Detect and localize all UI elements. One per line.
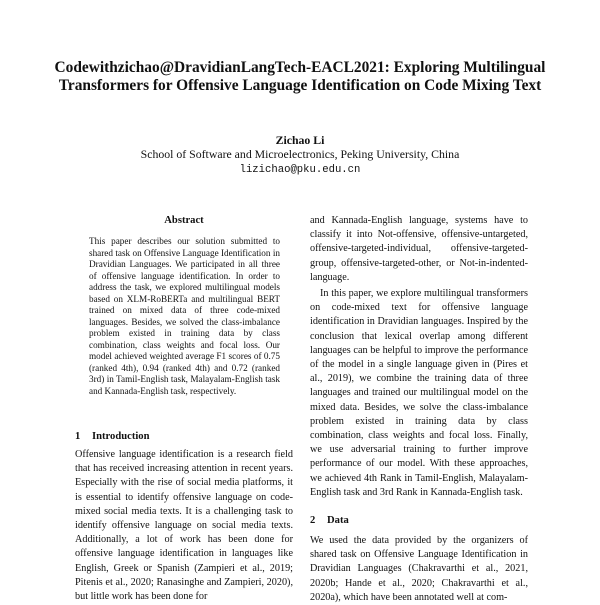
introduction-paragraph-1-cont: and Kannada-English language, systems have to classify it into Not-offensive, offensive-untargeted, offensive-targeted-individual, offensive-targeted-group, offensive-targeted-other, or Not-in-indented-language. <box>310 215 528 283</box>
introduction-body-left <box>75 448 293 604</box>
author-name: Zichao Li <box>275 133 325 147</box>
data-heading <box>310 514 349 527</box>
data-title: Data <box>327 515 349 526</box>
paper-title: Codewithzichao@DravidianLangTech-EACL2021: Exploring Multilingual Transformers for Offensive Language Identification on Code Mixing Text <box>54 59 546 94</box>
introduction-number: 1 <box>75 431 81 442</box>
abstract-text: This paper describes our solution submitted to shared task on Offensive Language Identification in Dravidian Languages. We participated in all three of offensive language identification. In order to address the task, we explored multilingual models based on XLM-RoBERTa and multilingual BERT trained on mixed data of three code-mixed languages. Besides, we solved the class-imbalance problem existed in training data by class combination, class weights and focal loss. Our model achieved weighted average F1 scores of 0.75 (ranked 4th), 0.94 (ranked 4th) and 0.72 (ranked 3rd) in Tamil-English task, Malayalam-English task and Kannada-English task, respectively. <box>89 236 280 396</box>
data-number: 2 <box>310 515 316 526</box>
introduction-paragraph-1: Offensive language identification is a research field that has received increasing attention in recent years. Especially with the rise of social media platforms, it is essential to identify offensive language on code-mixed social media texts. It is a challenging task to identify offensive language on social media texts. Additionally, a lot of work has been done for offensive language identification in languages like English, Greek or Spanish (Zampieri et al., 2019; Pitenis et al., 2020; Ranasinghe and Zampieri, 2020), but little work has been done for <box>75 449 293 603</box>
introduction-body-right <box>310 214 528 500</box>
abstract-heading: Abstract <box>164 215 204 226</box>
author-email: lizichao@pku.edu.cn <box>239 164 361 176</box>
data-body <box>310 534 528 605</box>
introduction-title: Introduction <box>92 431 150 442</box>
introduction-paragraph-2: In this paper, we explore multilingual transformers on code-mixed text for offensive language identification in Dravidian languages. Inspired by the conclusion that lexical overlap among different languages can be helpful to improve the performance of the model in a single language given in (Pires et al., 2019), we combine the training data of three languages and trained our multilingual model on the mixed data. Besides, we solve the class-imbalance problem existed in training data by class combination, class weights and focal loss. Finally, we use adversarial training to further improve performance of our model. With these approaches, we achieved 4th Rank in Tamil-English, Malayalam-English task and 3rd Rank in Kannada-English task. <box>310 288 528 498</box>
data-paragraph-1: We used the data provided by the organizers of shared task on Offensive Language Identification in Dravidian Languages (Chakravarthi et al., 2021, 2020b; Hande et al., 2020; Chakravarthi et al., 2020a), which have been annotated well at com- <box>310 535 528 603</box>
author-affiliation: School of Software and Microelectronics, Peking University, China <box>140 147 460 161</box>
introduction-heading <box>75 430 150 443</box>
